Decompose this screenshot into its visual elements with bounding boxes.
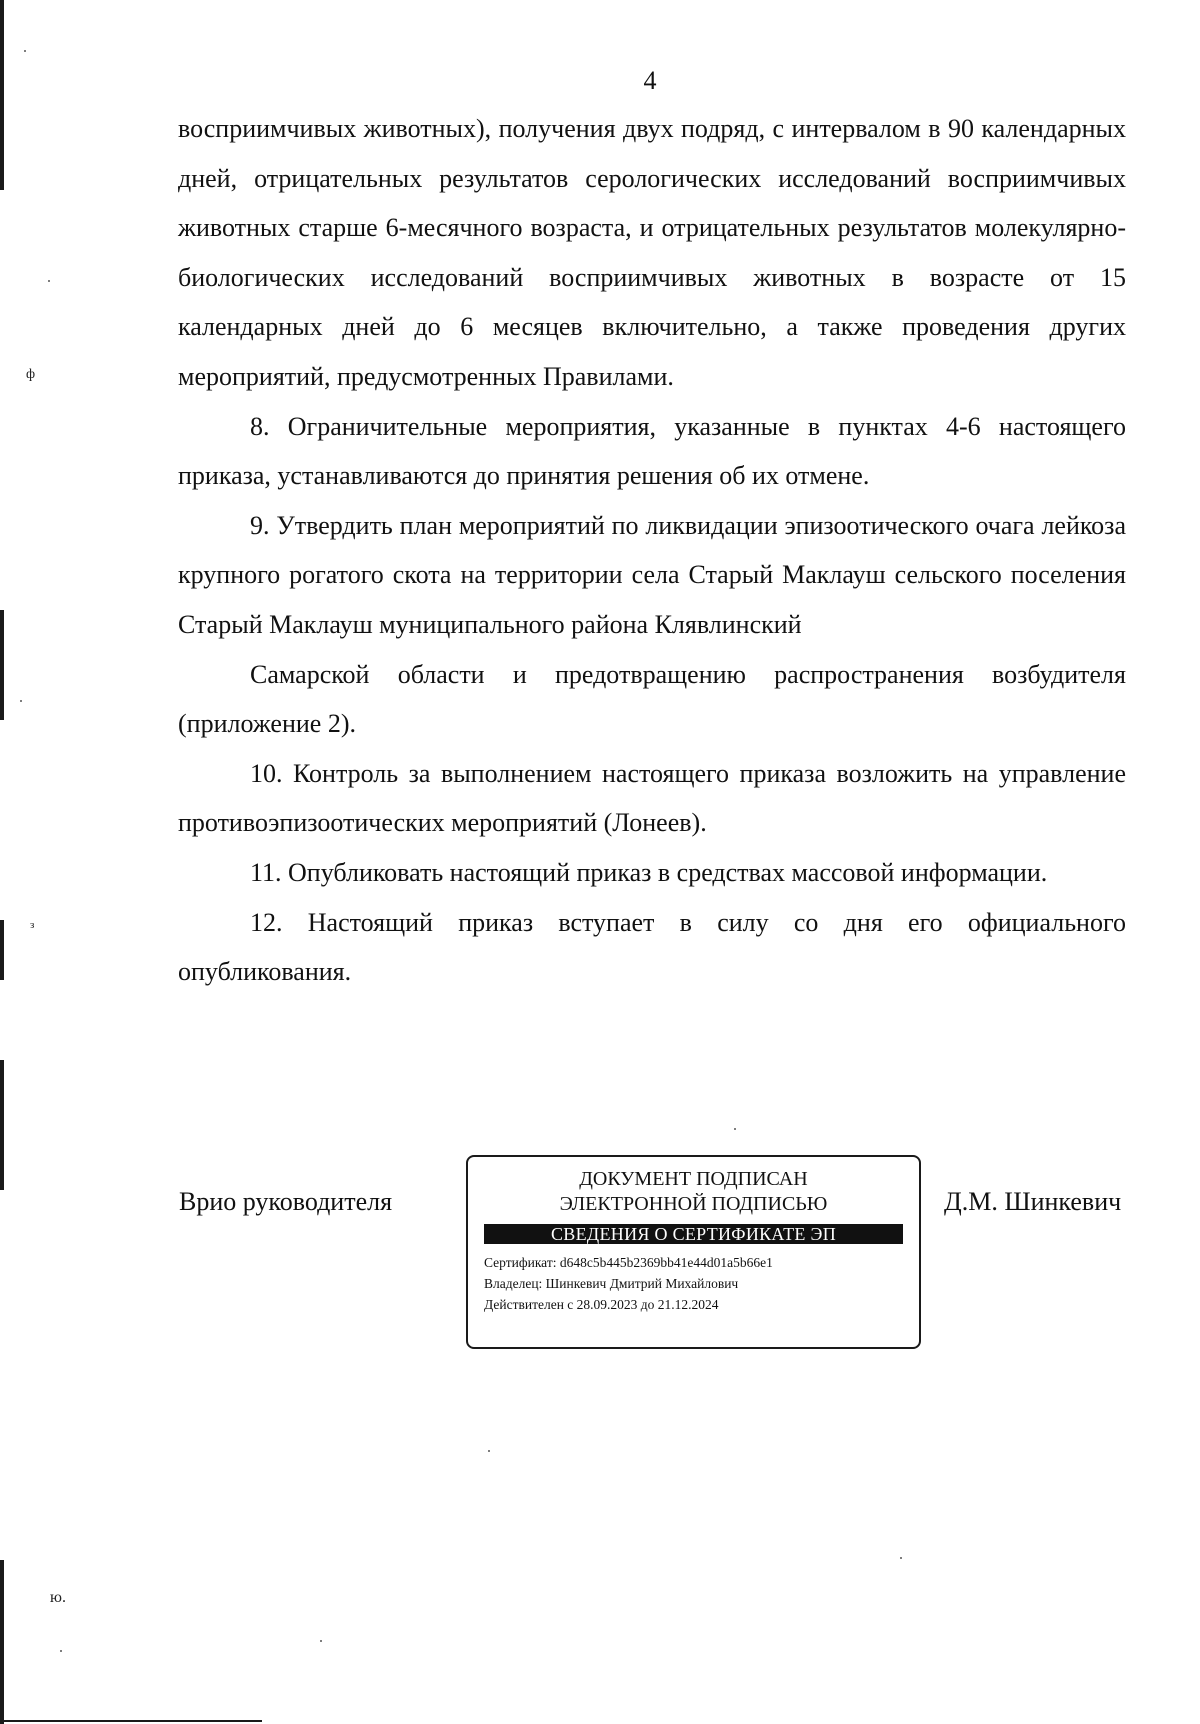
scan-speck — [24, 50, 26, 52]
scan-speck: ф — [26, 367, 36, 382]
paragraph-continuation: восприимчивых животных), получения двух подряд, с интервалом в 90 календарных дней, отрицательных результатов серологических исследований восприимчивых животных старше 6-месячного возраста, и отрицательных результатов молекулярно-биологических исследований восприимчивых животных в возрасте от 15 календарных дней до 6 месяцев включительно, а также проведения других мероприятий, предусмотренных Правилами. — [178, 114, 1126, 391]
scan-edge-artifact — [0, 1560, 4, 1724]
stamp-title — [468, 1167, 919, 1217]
signatory-name: Д.М. Шинкевич — [944, 1187, 1122, 1216]
scan-speck — [488, 1450, 490, 1452]
scan-edge-artifact — [0, 610, 4, 720]
stamp-title-line: ЭЛЕКТРОННОЙ ПОДПИСЬЮ — [559, 1193, 828, 1215]
scan-speck — [734, 1128, 736, 1130]
paragraph-item-8: 8. Ограничительные мероприятия, указанные в пунктах 4-6 настоящего приказа, устанавливаются до принятия решения об их отмене. — [178, 411, 1126, 491]
paragraph-item-9-continued: Самарской области и предотвращению распространения возбудителя (приложение 2). — [178, 659, 1126, 739]
electronic-signature-stamp — [466, 1155, 921, 1349]
stamp-title-line: ДОКУМЕНТ ПОДПИСАН — [579, 1168, 808, 1190]
stamp-owner: Владелец: Шинкевич Дмитрий Михайлович — [484, 1276, 739, 1291]
scan-edge-artifact — [0, 920, 4, 980]
scan-speck: з — [30, 919, 35, 931]
scan-speck — [900, 1557, 902, 1559]
scan-speck — [60, 1650, 62, 1652]
signatory-position: Врио руководителя — [179, 1187, 393, 1216]
scan-speck — [48, 280, 50, 282]
page-number: 4 — [643, 66, 657, 95]
stamp-validity: Действителен с 28.09.2023 до 21.12.2024 — [484, 1297, 719, 1312]
document-body — [178, 104, 1126, 997]
paragraph-item-11: 11. Опубликовать настоящий приказ в средствах массовой информации. — [250, 857, 1048, 887]
stamp-certificate-header: СВЕДЕНИЯ О СЕРТИФИКАТЕ ЭП — [484, 1224, 903, 1244]
scan-speck — [20, 700, 22, 702]
signature-block — [0, 1150, 1200, 1350]
stamp-certificate-info — [484, 1252, 919, 1315]
scan-edge-artifact — [0, 1720, 262, 1722]
stamp-certificate-number: Сертификат: d648c5b445b2369bb41e44d01a5b66e1 — [484, 1255, 773, 1270]
scan-speck: ю. — [50, 1589, 66, 1606]
paragraph-item-12: 12. Настоящий приказ вступает в силу со дня его официального опубликования. — [178, 907, 1126, 987]
paragraph-item-9: 9. Утвердить план мероприятий по ликвидации эпизоотического очага лейкоза крупного рогатого скота на территории села Старый Маклауш сельского поселения Старый Маклауш муниципального района Клявлинский — [178, 510, 1126, 639]
scan-speck — [320, 1640, 322, 1642]
paragraph-item-10: 10. Контроль за выполнением настоящего приказа возложить на управление противоэпизоотических мероприятий (Лонеев). — [178, 758, 1126, 838]
